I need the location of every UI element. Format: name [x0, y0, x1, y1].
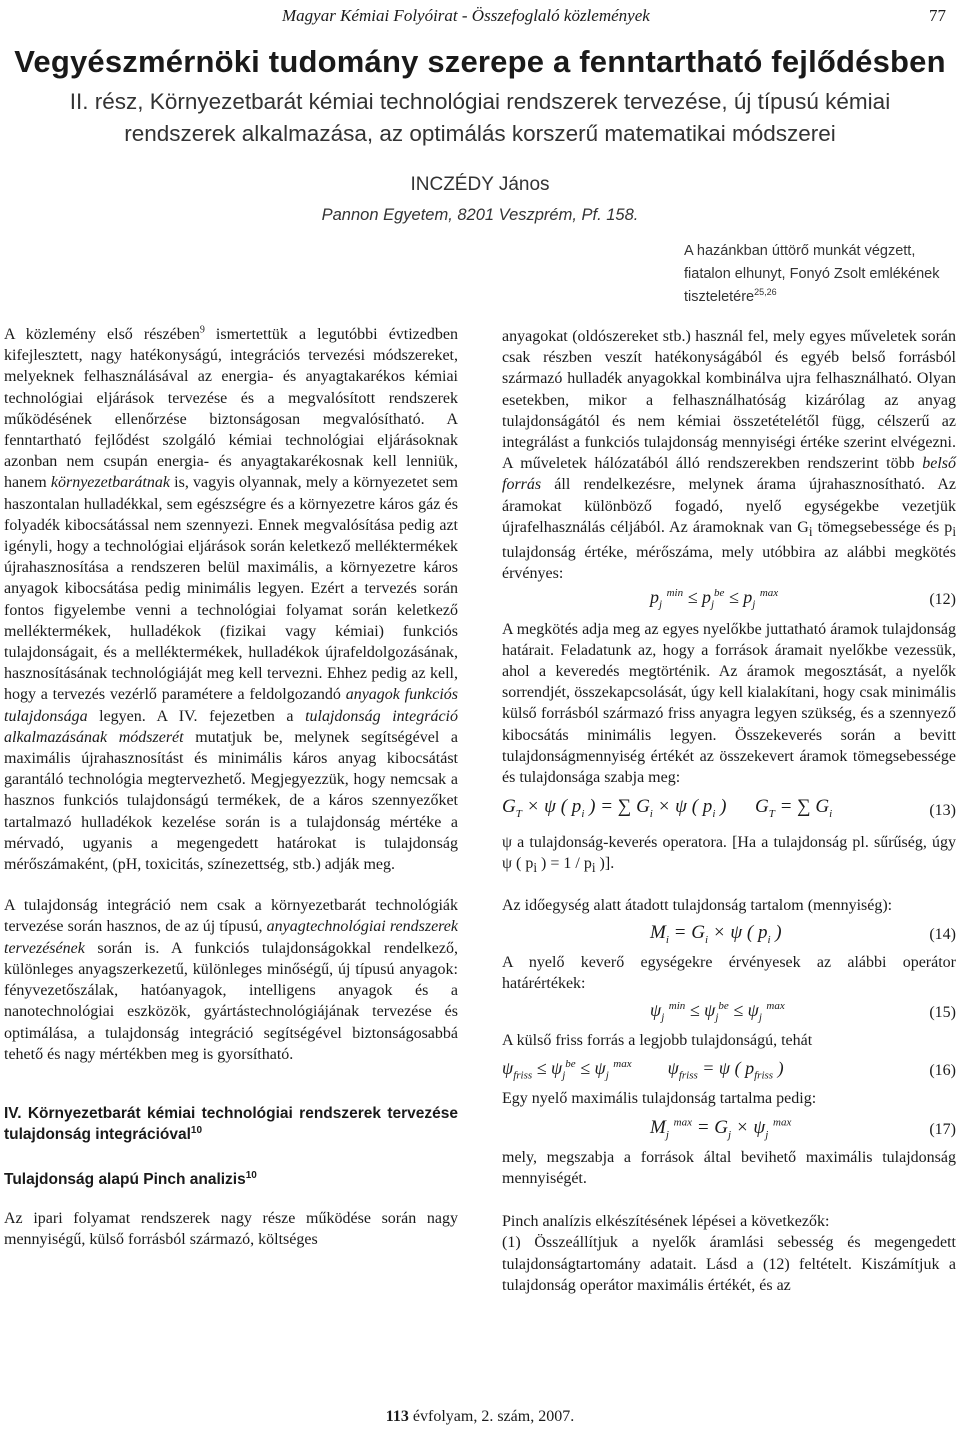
- right-paragraph-7: Egy nyelő maximális tulajdonság tartalma pedig:: [502, 1089, 817, 1107]
- page-number: 77: [929, 6, 946, 25]
- equation-number: (15): [929, 1004, 956, 1022]
- article-title: Vegyészmérnöki tudomány szerepe a fenntartható fejlődésben: [14, 44, 946, 79]
- dedication-ref: 25,26: [754, 287, 777, 298]
- subtitle-line-2: rendszerek alkalmazása, az optimálás korszerű matematikai módszerei: [124, 121, 836, 146]
- right-paragraph-9: Pinch analízis elkészítésének lépései a következők: (1) Összeállítjuk a nyelők áramlási sebesség és megengedett tulajdonságtartomány adatait. Lásd a (12) feltételt. Kiszámítjuk a tulajdonság operátor maximális értékét, és az: [502, 1213, 956, 1294]
- right-paragraph-1: anyagokat (oldószereket stb.) használ fel, mely egyes műveletek során csak részben veszít hatékonyságából és egyéb belső forrásból származó hulladék anyagokkal kombinálva ujra felhasználható. Olyan esetekben, mikor a felhasználhatóság kizárólag az anyag tulajdonságától és nem kémiai összetételétől függ, célszerű az integrálást a funkciós tulajdonság mennyiségi értéke szerint elvégezni. A műveletek hálózatából álló rendszerekben rendszerint több belső forrás áll rendelkezésre, melynek árama újrahasznosítható. Az áramokat különböző fogadó, nyelő egységekbe vezetjük újrafelhasználás céljából. Az áramoknak van $G_i$ tömegsebessége és $p_i$ tulajdonság értéke, mérőszáma, mely utóbbira az alábbi megkötés érvényes:: [502, 328, 957, 583]
- subsection-heading: Tulajdonság alapú Pinch analizis$^{10}$: [4, 1169, 257, 1188]
- author-name: INCZÉDY János: [410, 174, 550, 195]
- right-paragraph-2: A megkötés adja meg az egyes nyelőkbe juttatható áramok tulajdonság határait. Feladatunk az, hogy a források áramait nyelőkbe vezessük, ahol a keveredés megtörténik. Az áramok megosztását, a nyelők sorrendjét, összekapcsolását, úgy kell kialakítani, hogy csak minimális külső forrásból származó friss anyagra legyen szükség, és a szennyező kibocsátás minimális legyen. Összekeverés során a bevitt tulajdonságmennyiség értékét az összekevert áramok tömegsebessége és tulajdonsága szabja meg:: [502, 620, 956, 787]
- journal-header: Magyar Kémiai Folyóirat - Összefoglaló közlemények: [282, 6, 650, 25]
- left-paragraph-1: A közlemény első részében$^9$ ismertettük a legutóbbi évtizedben kifejlesztett, nagy hatékonyságú, integrációs tervezési módszereket, melyeknek felhasználásával az energia- és anyagtakarékos kémiai technológiai eljárások tervezése és a megvalósított rendszerek működésének ellenőrzése biztonságosan megvalósítható. A fenntartható fejlődést szolgáló kémiai technológiai eljárásoknak azonban nem csupán energia- és anyagtakarékosnak kell lenniük, hanem környezetbarátnak is, vagyis olyannak, mely a környezetet sem haszontalan hulladékkal, sem egészségre és a környezetre káros gáz és folyadék kibocsátással nem szennyezi. Ennek megvalósítása pedig azt igényli, hogy a technológiai eljárások során keletkező melléktermékek újrahasznosítása a rendszeren belül maximális, a környezetre káros anyagok kibocsátása pedig minimális legyen. Ezért a tervezés során fontos figyelembe venni a technológiai folyamat során keletkező melléktermékek, hulladékok (fizikai vagy kémiai) funkciós tulajdonságait, és a melléktermékek, hulladékok újrafeldolgozásának, hasznosításának technológiáját meg kell tervezni. Ehhez pedig az kell, hogy a tervezés vezérlő paramétere a feldolgozandó anyagok funkciós tulajdonsága legyen. A IV. fejezetben a tulajdonság integráció alkalmazásának módszerét mutatjuk be, melynek segítségével a maximális újrahasznosítást és minimális káros anyag kibocsátást garantáló technológia megtervezhető. Megjegyezzük, hogy nemcsak a hasznos funkciós tulajdonságú termékek, de a káros szennyezőket tartalmazó hulladékok kezelése során is a tulajdonság mértéke a mérvadó, ugyanis a megengedett határokat is tulajdonság mérőszámaként, (pH, toxicitás, színezettség, stb.) adják meg.: [4, 324, 459, 874]
- equation-14: $M_i = G_i \times \psi$ ( $p_i$ ) (14): [650, 922, 956, 946]
- equation-17: $M_j$ $^{max} = G_j \times \psi_j$ $^{max}$ (17): [650, 1116, 956, 1141]
- dedication-text: A hazánkban úttörő munkát végzett, fiatalon elhunyt, Fonyó Zsolt emlékének tiszteletére: [684, 243, 940, 305]
- equation-15: $\psi_j$ $^{min} \le \psi_j^{be} \le \psi_j$ $^{max}$ (15): [650, 1000, 956, 1025]
- equation-number: (16): [929, 1061, 956, 1079]
- equation-number: (12): [929, 590, 956, 608]
- right-column: [502, 326, 956, 1296]
- left-paragraph-3: Az ipari folyamat rendszerek nagy része működése során nagy mennyiségű, külső forrásból származó, költséges: [4, 1210, 458, 1249]
- right-paragraph-8: mely, megszabja a források által bevihető maximális tulajdonság mennyiségét.: [502, 1148, 956, 1188]
- equation-12: $p_j$ $^{min} \le p_j^{be} \le p_j$ $^{max}$ (12): [650, 586, 956, 611]
- right-paragraph-3: ψ a tulajdonság-keverés operatora. [Ha a tulajdonság pl. sűrűség, úgy ψ ( $p_i$ ) = $1 / p_i$ )].: [502, 834, 956, 876]
- equation-16: $\psi_{friss} \le \psi_j^{be} \le \psi_j$ $^{max}$ $\psi_{friss} = \psi$ ( $p_{friss}$ ) (16): [502, 1057, 956, 1082]
- equation-number: (14): [929, 926, 956, 944]
- section-heading: IV. Környezetbarát kémiai technológiai rendszerek tervezése tulajdonság integrációval$^{10}$: [4, 1104, 458, 1143]
- right-paragraph-4: Az időegység alatt átadott tulajdonság tartalom (mennyiség):: [502, 896, 893, 914]
- equation-number: (17): [929, 1120, 956, 1138]
- author-affiliation: Pannon Egyetem, 8201 Veszprém, Pf. 158.: [321, 206, 639, 224]
- citation-ref: 9: [199, 324, 205, 336]
- volume-number: 113: [385, 1408, 409, 1425]
- article-subtitle: [0, 86, 960, 150]
- equation-13: $G_T \times \psi$ ( $p_i$ ) = ∑ $G_i \times \psi$ ( $p_i$ ) $G_T$ = ∑ $G_i$ (13): [502, 796, 956, 821]
- right-paragraph-6: A külső friss forrás a legjobb tulajdonságú, tehát: [502, 1032, 813, 1050]
- dedication: [684, 240, 954, 309]
- right-paragraph-5: A nyelő keverő egységekre érvényesek az alábbi operátor határértékek:: [502, 954, 956, 993]
- volume-text: évfolyam, 2. szám, 2007.: [408, 1408, 575, 1425]
- equation-number: (13): [929, 802, 956, 820]
- left-paragraph-2: A tulajdonság integráció nem csak a környezetbarát technológiák tervezése során hasznos, de az új típusú, anyagtechnológiai rendszerek tervezésének során is. A funkciós tulajdonságokkal rendelkező, különleges anyagszerkezetű, különleges minőségű, új típusú anyagok: fényvezetőszálak, hatóanyagok, intelligens anyagok és a nanotechnológiai eszközök, gyártástechnológiájának tervezése és optimálása, a tulajdonság integráció segítségével biztonságosabbá tehető és nagy mértékben meg is gyorsítható.: [4, 897, 459, 1063]
- page-footer: [0, 1408, 960, 1426]
- left-column: [4, 324, 458, 1251]
- subtitle-line-1: II. rész, Környezetbarát kémiai technológiai rendszerek tervezése, új típusú kémiai: [69, 89, 891, 114]
